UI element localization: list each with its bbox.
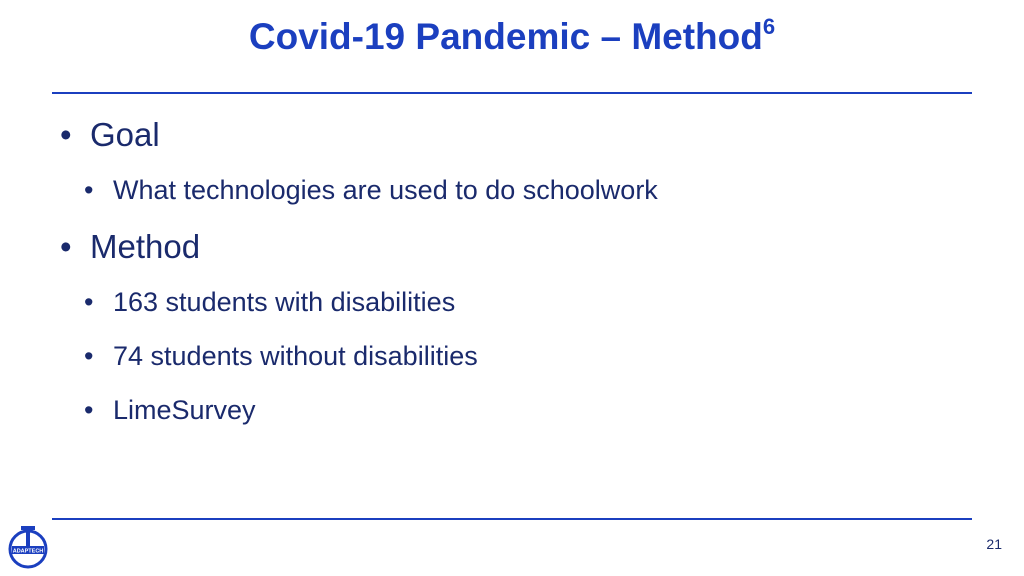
title-footnote-ref: 6 — [762, 14, 776, 39]
footer-divider — [52, 518, 972, 520]
sub-bullet-text: 74 students without disabilities — [113, 341, 478, 371]
sub-bullet — [84, 175, 658, 206]
bullet-method — [60, 228, 201, 266]
bullet-dot-icon: • — [60, 116, 72, 153]
bullet-dot-icon: • — [84, 175, 94, 205]
bullet-dot-icon: • — [84, 287, 94, 317]
bullet-dot-icon: • — [84, 395, 94, 425]
bullet-dot-icon: • — [84, 341, 94, 371]
sub-bullet — [84, 341, 478, 372]
sub-bullet — [84, 395, 256, 426]
slide-title-text: Covid-19 Pandemic – Method — [248, 16, 763, 57]
sub-bullet-text: LimeSurvey — [113, 395, 256, 425]
bullet-goal — [60, 116, 160, 154]
bullet-label: Method — [90, 228, 201, 265]
sub-bullet-text: What technologies are used to do schoolwork — [113, 175, 658, 205]
sub-bullet-text: 163 students with disabilities — [113, 287, 456, 317]
bullet-label: Goal — [90, 116, 160, 153]
page-number: 21 — [986, 536, 1002, 552]
sub-bullet — [84, 287, 456, 318]
logo-lettering: ADAPTECH — [12, 548, 44, 555]
adaptech-logo-icon — [6, 524, 50, 570]
bullet-dot-icon: • — [60, 228, 72, 265]
